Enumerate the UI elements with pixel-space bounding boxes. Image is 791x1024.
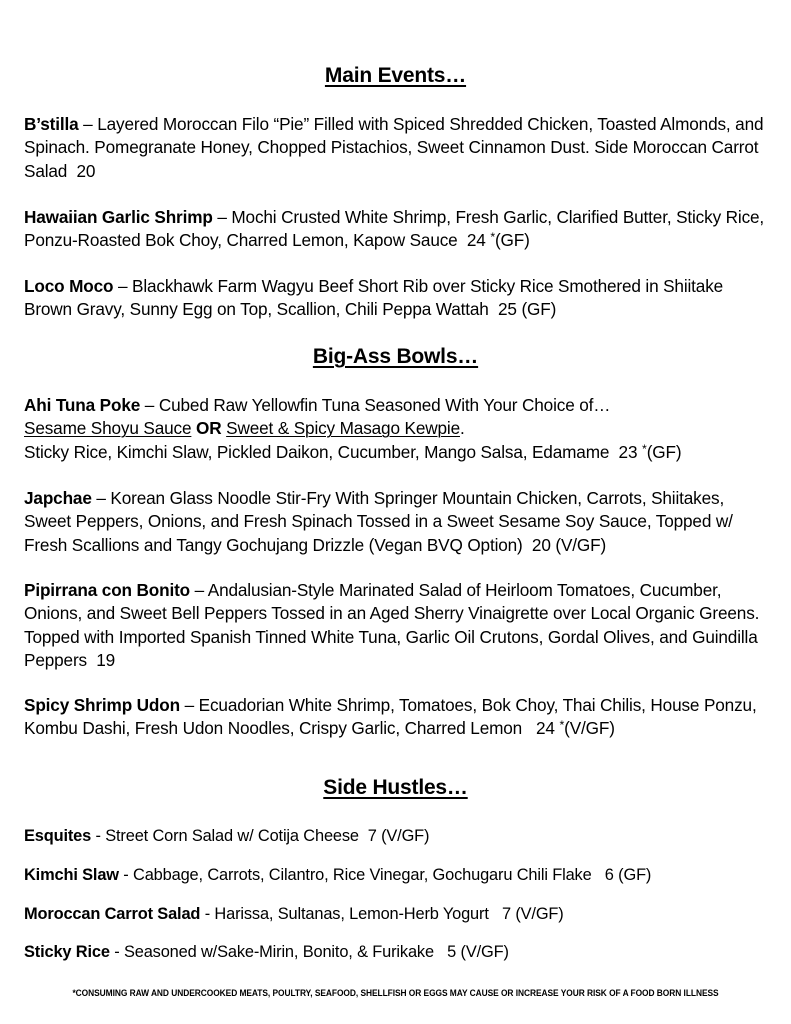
menu-item-dash: - (118, 866, 134, 884)
menu-item-price: 7 (501, 905, 511, 923)
menu-item (24, 864, 651, 886)
menu-item-price: 24 (535, 718, 555, 739)
menu-item-dash: – (179, 695, 199, 715)
menu-item-description: Seasoned w/Sake-Mirin, Bonito, & Furikake (123, 943, 434, 961)
menu-item-price: 24 (466, 230, 486, 251)
menu-item-dash: - (109, 943, 124, 961)
menu-item-description: Ecuadorian White Shrimp, Tomatoes, Bok Choy, Thai Chilis, House Ponzu, Kombu Dashi, Fresh Udon Noodles, Crispy Garlic, Charred Lemon (24, 695, 757, 739)
sauce-option-b: Sweet & Spicy Masago Kewpie (226, 418, 460, 439)
menu-item (24, 206, 772, 253)
menu-item (24, 694, 772, 741)
menu-item-name: Ahi Tuna Poke (24, 395, 141, 415)
raw-food-disclaimer: *CONSUMING RAW AND UNDERCOOKED MEATS, POULTRY, SEAFOOD, SHELLFISH OR EGGS MAY CAUSE OR INCREASE YOUR RISK OF A FOOD BORN ILLNESS (72, 987, 719, 999)
section-heading-text: Side Hustles… (323, 776, 468, 799)
menu-item-price: 6 (604, 866, 614, 884)
menu-item (24, 275, 772, 322)
menu-item-price: 25 (497, 299, 517, 320)
menu-item-name: Moroccan Carrot Salad (24, 905, 201, 923)
menu-item-description: Harissa, Sultanas, Lemon-Herb Yogurt (214, 905, 489, 923)
sauce-line-terminator: . (459, 418, 465, 439)
menu-item-name: Spicy Shrimp Udon (24, 695, 180, 715)
menu-item-price: 20 (531, 534, 551, 555)
menu-item-description: Andalusian-Style Marinated Salad of Heirloom Tomatoes, Cucumber, Onions, and Sweet Bell Peppers Tossed in an Aged Sherry Vinaigrette over Local Organic Greens. Topped with Imported Spanish Tinned White Tuna, Garlic Oil Crutons, Gordal Olives, and Guindilla Peppers (24, 580, 760, 670)
menu-item-description: Blackhawk Farm Wagyu Beef Short Rib over Sticky Rice Smothered in Shiitake Brown Gravy, Sunny Egg on Top, Scallion, Chili Peppa Wattah (24, 276, 724, 320)
menu-item-name: Loco Moco (24, 276, 114, 296)
menu-item-tags: (GF) (494, 230, 530, 251)
menu-item-price: 19 (96, 649, 116, 670)
section-heading-big-ass-bowls (0, 345, 791, 368)
menu-item-dash: – (212, 207, 232, 227)
menu-item-price: 7 (367, 827, 377, 845)
menu-item-dash: – (78, 114, 98, 134)
menu-item-name: B’stilla (24, 114, 79, 134)
menu-item-dash: – (190, 580, 208, 600)
sauce-choice-connector: OR (196, 418, 222, 439)
menu-item-description: Korean Glass Noodle Stir-Fry With Springer Mountain Chicken, Carrots, Shiitakes, Sweet Peppers, Onions, and Fresh Spinach Tossed in a Sweet Sesame Soy Sauce, Topped w/ Fresh Scallions and Tangy Gochujang Drizzle (Vegan BVQ Option) (24, 488, 733, 555)
menu-item-dash: – (140, 395, 159, 415)
menu-item-tags: (V/GF) (555, 534, 607, 555)
menu-item-description-continued: Sticky Rice, Kimchi Slaw, Pickled Daikon, Cucumber, Mango Salsa, Edamame (24, 441, 610, 462)
raw-marker: * (559, 718, 565, 733)
menu-item-description: Street Corn Salad w/ Cotija Cheese (105, 827, 359, 845)
menu-item-description: Cubed Raw Yellowfin Tuna Seasoned With Your Choice of… (158, 395, 611, 415)
menu-item-name: Kimchi Slaw (24, 866, 119, 884)
menu-item-tags: (V/GF) (381, 827, 430, 845)
menu-item-tags: (V/GF) (460, 943, 509, 961)
menu-item-tags: (GF) (646, 441, 682, 462)
menu-item-dash: – (91, 488, 111, 508)
menu-item-price: 5 (447, 943, 457, 961)
menu-item (24, 941, 509, 963)
menu-item-name: Pipirrana con Bonito (24, 580, 191, 600)
section-heading-main-events (0, 64, 791, 87)
menu-item-description: Mochi Crusted White Shrimp, Fresh Garlic, Clarified Butter, Sticky Rice, Ponzu-Roasted Bok Choy, Charred Lemon, Kapow Sauce (24, 207, 765, 251)
menu-item-name: Sticky Rice (24, 943, 110, 961)
menu-item-price: 23 (618, 441, 638, 462)
menu-item-dash: - (91, 827, 106, 845)
menu-item-dash: - (200, 905, 215, 923)
menu-item-tags: (V/GF) (515, 905, 564, 923)
raw-marker: * (490, 230, 495, 245)
raw-marker: * (642, 441, 647, 456)
menu-item (24, 487, 772, 557)
menu-item-description: Cabbage, Carrots, Cilantro, Rice Vinegar, Gochugaru Chili Flake (133, 866, 592, 884)
menu-item (24, 113, 772, 183)
menu-item (24, 825, 429, 847)
menu-item-description: Layered Moroccan Filo “Pie” Filled with Spiced Shredded Chicken, Toasted Almonds, and Spinach. Pomegranate Honey, Chopped Pistachios, Sweet Cinnamon Dust. Side Moroccan Carrot Salad (24, 114, 764, 181)
section-heading-side-hustles (0, 776, 791, 799)
menu-item-price: 20 (76, 160, 96, 181)
menu-item-name: Japchae (24, 488, 92, 508)
section-heading-text: Main Events… (324, 64, 467, 87)
menu-item-tags: (V/GF) (564, 718, 615, 739)
menu-item-name: Hawaiian Garlic Shrimp (24, 207, 213, 227)
section-heading-text: Big-Ass Bowls… (312, 345, 479, 368)
menu-item-name: Esquites (24, 827, 92, 845)
menu-item (24, 579, 772, 672)
menu-item (24, 903, 564, 925)
sauce-option-a: Sesame Shoyu Sauce (24, 418, 192, 439)
menu-item-dash: – (113, 276, 133, 296)
menu-item-tags: (GF) (521, 299, 557, 320)
menu-item-tags: (GF) (618, 866, 652, 884)
menu-item (24, 394, 681, 464)
